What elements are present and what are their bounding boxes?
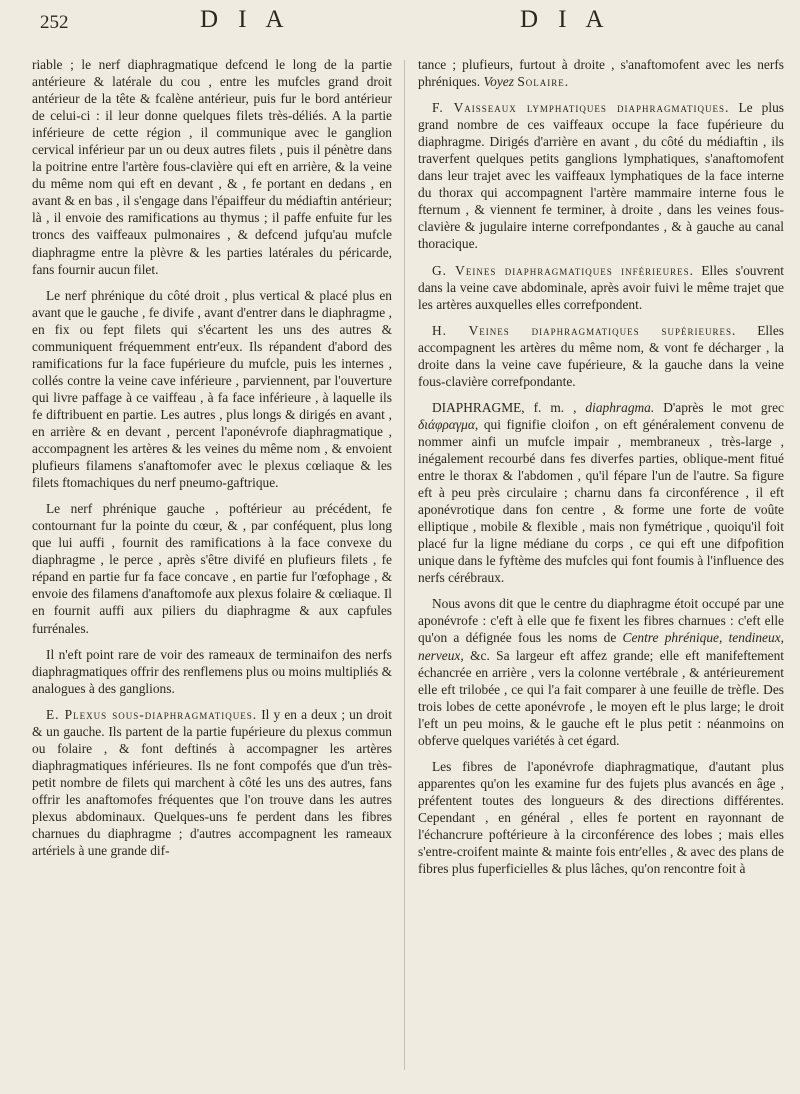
entry-diaphragme bbox=[418, 399, 784, 587]
paragraph-veines-superieures bbox=[418, 322, 784, 390]
section-body-g: Elles s'ouvrent dans la veine cave abdominale, après avoir fuivi le même trajet que les artères auxquelles elles correfpondent. bbox=[418, 262, 785, 312]
page-number: 252 bbox=[40, 12, 69, 33]
entry-headword: DIAPHRAGME, bbox=[432, 399, 525, 415]
continuation-text: tance ; plufieurs, furtout à droite , s'anaftomofent avec les nerfs phréniques. bbox=[418, 57, 784, 90]
paragraph-renflemens: Il n'eft point rare de voir des rameaux de terminaifon des nerfs diaphragmatiques offrir des renflemens plus ou moins multipliés & analogues à des ganglions. bbox=[32, 646, 392, 696]
cross-reference-label: Voyez bbox=[483, 74, 514, 90]
entry-definition: , qui fignifie cloifon , on eft généralement convenu de nommer ainfi un mufcle impair , membraneux , très-large , inégalement recourbé dans fes diverfes parties, oblique-ment fitué entre le thorax & l'abdomen , qu'il fépare l'un de l'autre. Sa figure eft à peu près circulaire ; charnu dans fa circonférence , il eft aponévrotique dans fon centre , & forme une forte de voûte elliptique , mobile & flexible , mais non fymétrique , quoiqu'il foit placé fur la ligne médiane du corps , ce qui eft une difpofition unique dans le fyftème des mufcles qui font foumis à l'influence des nerfs cérébraux. bbox=[418, 416, 784, 586]
centre-text-b: &c. Sa largeur eft affez grande; elle eft manifeftement échancrée en arrière , vers la colonne vertébrale , & antérieurement elle eft trilobée , ce qui l'a fait comparer à une feuille de trèfle. Des trois lobes de cette aponévrofe , le moyen eft le plus large; le droit l'eft un peu moins, & le gauche eft le plus petit : néanmoins on obferve quelques variétés à cet égard. bbox=[418, 647, 784, 748]
section-heading-e: E. Plexus sous-diaphragmatiques. bbox=[46, 706, 258, 722]
centre-text-a: Nous avons dit que le centre du diaphragme étoit occupé par une aponévrofe : c'eft à elle que fe fixent les fibres charnues : c'eft elle qu'on a défignée fous les noms de bbox=[418, 596, 784, 646]
paragraph-phrenique-droit: Le nerf phrénique du côté droit , plus vertical & placé plus en avant que le gauche , fe divife , avant d'entrer dans le diaphragme , en fix ou fept filets qui s'écartent les uns des autres & communiquent fréquemment entr'eux. Ils répandent d'abord des ramifications fur la face fupérieure du mufcle, puis les internes , collés contre la veine cave inférieure , parviennent, par l'ouverture qui livre paffage à ce vaiffeau , à fa face inférieure , à laquelle ils fe diftribuent en partie. Les autres , plus longs & dirigés en avant , en arrière & en devant , percent l'aponévrofe diaphragmatique , accompagnent les artères & les veines du même nom , & envoient plufieurs filamens s'anaftomofer avec le plexus cœliaque & les filets ftomachiques du nerf pneumo-gaftrique. bbox=[32, 287, 392, 491]
running-head-right: D I A bbox=[520, 6, 611, 33]
running-head-left: D I A bbox=[200, 6, 291, 33]
paragraph-veines-inferieures bbox=[418, 262, 784, 313]
section-body-f: Le plus grand nombre de ces vaiffeaux occupe la face fupérieure du diaphragme. Dirigés d'arrière en avant , du côté du médiaftin , ils traverfent quelques petits ganglions lymphatiques, s'anaftomofent dans leur trajet avec les vaiffeaux lymphatiques de la face interne du thorax qui accompagnent l'artère mammaire interne fous le fternum , & viennent fe terminer, à droite , dans les veines fous-clavière & jugulaire interne correfpondantes , & à gauche au canal thoracique. bbox=[418, 100, 784, 252]
paragraph-continuation bbox=[418, 56, 784, 90]
paragraph-phrenique-gauche: Le nerf phrénique gauche , poftérieur au précédent, fe contournant fur la pointe du cœur, & , par conféquent, plus long que lui auffi , fournit des ramifications à la face convexe du diaphragme , le perce , après s'être divifé en plufieurs filets , fe répand en partie fur fa face concave , en partie fur l'œfophage , & envoie des filamens d'anaftomofe aux plexus folaire & cœliaque. Il en fournit auffi aux piliers du diaphragme & aux capfules furrénales. bbox=[32, 501, 392, 636]
entry-latin: diaphragma. bbox=[585, 399, 655, 415]
entry-greek-word: διάφραγμα bbox=[418, 416, 475, 432]
section-heading-h: H. Veines diaphragmatiques supérieures. bbox=[432, 322, 737, 338]
cross-reference-target: Solaire. bbox=[517, 74, 570, 90]
column-divider bbox=[404, 60, 405, 1070]
paragraph-centre-aponevrose bbox=[418, 595, 784, 748]
section-heading-g: G. Veines diaphragmatiques inférieures. bbox=[432, 262, 694, 278]
left-column bbox=[32, 56, 392, 868]
paragraph-vaisseaux-lymphatiques bbox=[418, 99, 784, 252]
centre-terms: Centre phrénique, tendineux, nerveux, bbox=[418, 630, 784, 663]
section-body-h: Elles accompagnent les artères du même nom, & vont fe décharger , la droite dans la veine cave fupérieure, & la gauche dans la veine fous-clavière correfpondante. bbox=[418, 322, 784, 389]
entry-etymology-intro: D'après le mot grec bbox=[663, 399, 784, 415]
entry-gender: f. m. , bbox=[533, 399, 577, 415]
right-column bbox=[418, 56, 784, 886]
paragraph-plexus-sous-diaphragmatiques bbox=[32, 706, 392, 859]
section-body-e: Il y en a deux ; un droit & un gauche. Ils partent de la partie fupérieure du plexus commun ou folaire , & font deftinés à accompagner les artères diaphragmatiques inférieures. Ils ne font compofés que d'un très-petit nombre de filets qui marchent à côté les uns des autres, fans offrir les anaftomofes fréquentes que l'on trouve dans les autres plexus abdominaux. Quelques-uns fe perdent dans les fibres charnues du diaphragme ; d'autres accompagnent les rameaux artériels à une grande dif- bbox=[32, 706, 392, 859]
paragraph-nerf-diaphragmatique: riable ; le nerf diaphragmatique defcend le long de la partie antérieure & latérale du cou , entre les mufcles grand droit antérieur de la tête & fcalène antérieur, puis fur le bord antérieur de celui-ci : il leur donne quelques filets très-déliés. A la partie inférieure de cette région , il communique avec le ganglion cervical inférieur par un ou deux autres filets , puis il pénètre dans la poitrine entre l'artère fous-clavière qui eft en arrière, & la veine du même nom qui eft en devant , & , fe portant en dedans , en avant & en bas , il s'engage dans l'épaiffeur du médiaftin antérieur; là , il envoie des ramifications au thymus ; il paffe enfuite fur les troncs des vaiffeaux pulmonaires , & defcend jufqu'au mufcle diaphragme entre la plèvre & les parties latérales du péricarde, fans fournir aucun filet. bbox=[32, 57, 392, 277]
section-heading-f: F. Vaisseaux lymphatiques diaphragmatiques. bbox=[432, 100, 730, 116]
paragraph-fibres-aponevrose: Les fibres de l'aponévrofe diaphragmatique, d'autant plus apparentes qu'on les examine fur des fujets plus avancés en âge , préfentent toutes des longueurs & des directions différentes. Cependant , en général , elles fe portent en rayonnant de l'échancrure poftérieure à la circonférence des lobes ; mais elles s'entre-croifent mainte & mainte fois entr'elles , & avec des plans de fibres plus fuperficielles & plus lâches, qu'on rencontre foit à bbox=[418, 758, 784, 877]
